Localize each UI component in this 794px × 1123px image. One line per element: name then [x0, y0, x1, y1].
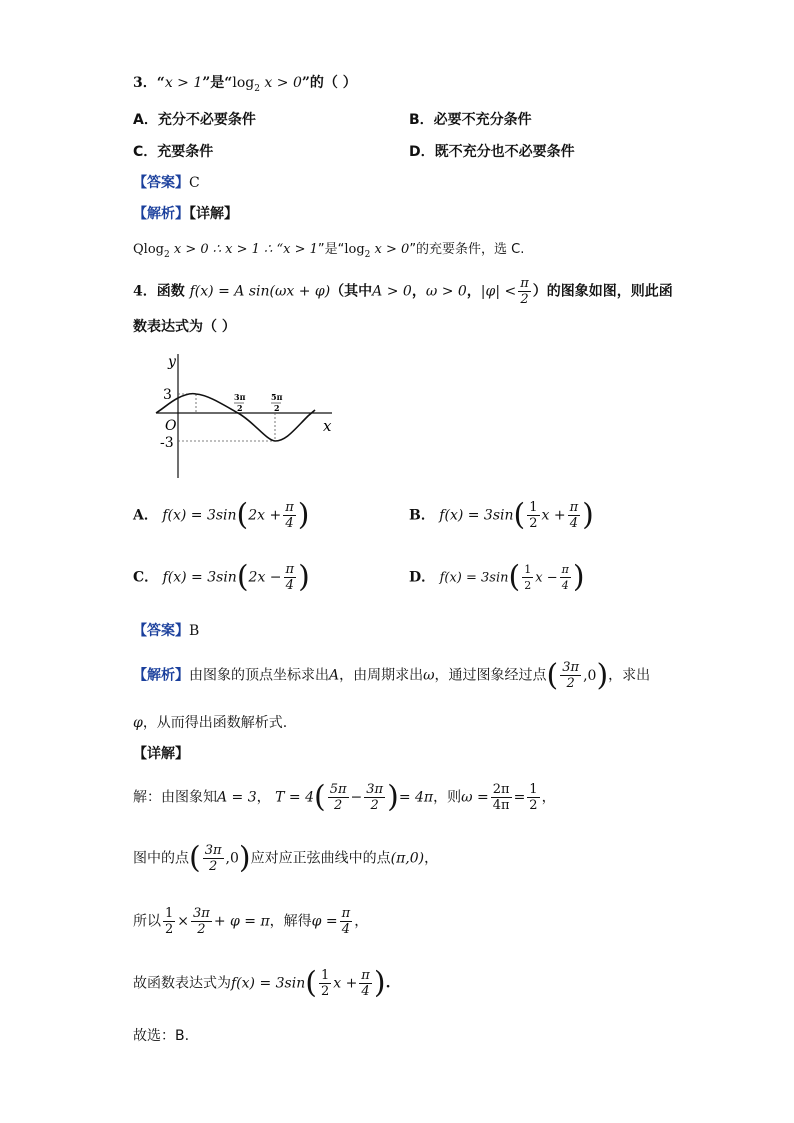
q4-option-c: C． f(x) = 3sin(2x − $\frac{\pi}{4}$ ) [133, 559, 310, 595]
q4-s4-f: f(x) = 3sin [231, 975, 306, 992]
q4-comma2: ， [466, 283, 481, 300]
q4-analysis-point [560, 660, 581, 691]
q4-d-fnum: 1 [524, 563, 532, 576]
q4-s1-pre: 解：由图象知 [133, 789, 217, 806]
graph-y-top-label: 3 [163, 387, 172, 403]
q4-s4-n2: π [361, 968, 370, 983]
q4-step4: 故函数表达式为f(x) = 3sin( $\frac{1}{2}$ x + $\frac{\pi}{4}$ ). [133, 965, 391, 1001]
q3-solution-base: 2 [163, 250, 170, 260]
q4-d-pre: f(x) = 3sin [439, 570, 509, 586]
q3-d-text: 既不充分也不必要条件 [434, 144, 575, 160]
q4-s2-end: ， [424, 850, 439, 867]
q3-solution-p2: x > 1 [283, 242, 318, 257]
q4-s1-then: ，则 [433, 789, 462, 806]
q4-a-num: π [285, 500, 294, 515]
q4-answer-tag: 【答案】 [133, 623, 189, 639]
q3-c-label: C． [133, 144, 158, 160]
q4-answer [133, 620, 199, 640]
q3-stem-mid: ”是“ [202, 75, 233, 91]
q4-a-in: 2x + [248, 507, 282, 524]
q3-stem-post: ”的（ ） [301, 75, 357, 91]
q4-d-coef [522, 562, 533, 593]
q4-a-den: 4 [285, 516, 294, 531]
q3-condition-2 [232, 75, 302, 94]
q4-s3-frac3 [340, 906, 353, 937]
q3-detail-tag: 【详解】 [189, 206, 238, 222]
q4-b-label: B． [409, 507, 435, 524]
q4-s3-phi: φ = [311, 913, 338, 930]
q4-s3-n3: π [341, 906, 351, 921]
q4-s2-zero: ,0 [225, 850, 239, 867]
q4-option-d: D． f(x) = 3sin( $\frac{1}{2}$ x − $\frac{\pi}{4}$ ) [409, 559, 585, 595]
q4-analysis-t2: ，由周期求出 [339, 667, 424, 684]
q4-s4-pre: 故函数表达式为 [133, 975, 231, 992]
q4-s3-frac1 [163, 906, 175, 937]
q4-c-pre: f(x) = 3sin [162, 569, 237, 586]
q4-stem-line2: 数表达式为（ ） [133, 319, 236, 335]
q4-s1-frac4 [527, 782, 539, 813]
q3-condition-1: x > 1 [164, 75, 203, 91]
q3-b-label: B． [409, 112, 434, 128]
q4-a-pre: f(x) = 3sin [162, 507, 237, 524]
q4-s1-n3: 2π [492, 782, 510, 797]
q4-a-label: A． [133, 507, 158, 524]
q4-analysis-line1: 【解析】由图象的顶点坐标求出A，由周期求出ω，通过图象经过点( $\frac{3\pi}{2}$ ,0)，求出 [133, 657, 651, 693]
q3-option-a [133, 109, 256, 129]
q3-analysis [133, 203, 238, 223]
graph-tick2-num: 5π [271, 392, 283, 402]
q4-option-a: A． f(x) = 3sin(2x + $\frac{\pi}{4}$ ) [133, 497, 310, 533]
q3-option-d [409, 141, 575, 161]
q4-b-fnum: 1 [529, 500, 538, 515]
q4-s3-end: ， [354, 913, 369, 930]
q4-c-num: π [285, 562, 295, 577]
q4-analysis-phi: φ [133, 715, 143, 731]
q4-step3 [133, 906, 368, 937]
q3-option-c [133, 141, 213, 161]
q3-option-b [409, 109, 532, 129]
q4-stem-line1 [133, 276, 673, 307]
q4-b-pre: f(x) = 3sin [439, 507, 514, 524]
graph-x-label: x [323, 417, 332, 435]
q4-s1-n4: 1 [529, 782, 538, 797]
q4-s2-den: 2 [208, 859, 218, 874]
q4-analysis-pt-num: 3π [562, 660, 580, 675]
q3-cond2-rest: x > 0 [264, 75, 302, 91]
q4-pi-over-2 [518, 276, 531, 307]
q4-detail-tag: 【详解】 [133, 746, 189, 762]
q4-step2: 图中的点( $\frac{3\pi}{2}$ ,0)应对应正弦曲线中的点(π,0)， [133, 840, 439, 876]
q4-analysis-line2-text: ，从而得出函数解析式. [142, 715, 288, 731]
q4-d-num: π [561, 563, 569, 576]
q4-d-den: 4 [561, 579, 569, 592]
q4-b-num: π [569, 500, 579, 515]
q4-c-in: 2x − [248, 569, 282, 586]
q3-log-base: 2 [254, 84, 260, 94]
q3-c-text: 充要条件 [157, 144, 214, 160]
q4-s1-minus: − [350, 789, 363, 806]
q4-s3-d2: 2 [197, 922, 206, 937]
q4-s1-t: T = 4 [275, 789, 314, 806]
q4-function: f(x) = A sin(ωx + φ) [189, 283, 331, 300]
q4-final: 故选：B. [133, 1028, 190, 1044]
q4-s4-d1: 2 [320, 984, 330, 999]
graph-y-label: y [168, 354, 176, 370]
q3-solution [133, 238, 524, 260]
q4-s1-n2: 3π [366, 782, 384, 797]
graph-origin-label: O [165, 418, 177, 434]
q4-s3-frac2 [191, 906, 212, 937]
q4-s1-eq: = 4π [398, 789, 434, 806]
q4-b-frac [568, 500, 581, 531]
q4-s4-frac1 [319, 968, 331, 999]
q3-solution-p3: ”是“ [317, 242, 345, 257]
q4-s3-n2: 3π [193, 906, 210, 921]
q4-graph [150, 350, 350, 482]
q4-s1-frac3 [491, 782, 512, 813]
q4-step1: 解：由图象知A = 3， T = 4( $\frac{5\pi}{2}$ − $\frac{3\pi}{2}$ )= 4π，则ω = $\frac{2\pi}{4\pi}$ = $\frac{1}{2}$ ， [133, 779, 556, 815]
q4-a-frac [283, 500, 296, 531]
q3-solution-p5: x > 0 [374, 242, 410, 257]
q4-s1-end: ， [541, 789, 556, 806]
q4-number: 4． [133, 283, 157, 300]
q4-s4-end: . [385, 975, 391, 992]
q4-analysis-a: A [329, 667, 340, 684]
q4-s1-n1: 5π [329, 782, 347, 797]
q3-d-label: D． [409, 144, 435, 160]
q4-analysis-t3: ，通过图象经过点 [434, 667, 547, 684]
q4-s3-d1: 2 [165, 922, 174, 937]
q4-s2-num: 3π [204, 843, 222, 858]
q3-stem [133, 72, 357, 94]
q3-solution-symbol: Q [133, 242, 144, 257]
q3-solution-p4-base: 2 [364, 250, 371, 260]
q4-b-coef [527, 500, 539, 531]
q3-analysis-tag: 【解析】 [133, 206, 189, 222]
q3-quote-open: “ [156, 75, 165, 91]
q4-pi: π [520, 276, 529, 291]
q4-s4-d2: 4 [361, 984, 370, 999]
q4-cond-a: A > 0 [372, 283, 412, 300]
q4-s1-d4: 2 [529, 798, 538, 813]
q4-analysis-w: ω [423, 667, 435, 684]
q4-stem-b: （其中 [330, 283, 373, 300]
q4-s4-x: x + [333, 975, 358, 992]
q4-s2-point: (π,0) [390, 850, 425, 867]
q4-s1-d2: 2 [370, 798, 379, 813]
q3-solution-p1: x > 0 ∴ x > 1 ∴ “ [173, 242, 284, 257]
q3-log: log [232, 75, 255, 91]
q4-s1-w: ω = [461, 789, 489, 806]
q4-s3-times: × [177, 913, 190, 930]
q4-analysis-line2 [133, 712, 287, 732]
q4-analysis-t4: ，求出 [608, 667, 651, 684]
q4-option-b: B． f(x) = 3sin( $\frac{1}{2}$ x + $\frac{\pi}{4}$ ) [409, 497, 594, 533]
q4-d-in: x − [535, 570, 558, 586]
q4-c-frac [284, 562, 297, 593]
q4-analysis-pt-den: 2 [566, 676, 575, 691]
q4-s3-d3: 4 [341, 922, 351, 937]
q4-two: 2 [520, 292, 529, 307]
q4-cond-phi: |φ| < [480, 283, 517, 300]
q4-c-label: C． [133, 569, 159, 586]
q4-s3-mid: ，解得 [269, 913, 312, 930]
q4-s4-n1: 1 [320, 968, 330, 983]
q4-s2-mid: 应对应正弦曲线中的点 [250, 850, 391, 867]
q4-s2-pre: 图中的点 [133, 850, 189, 867]
q4-cond-w: ω > 0 [425, 283, 467, 300]
q4-s1-eq2: = [513, 789, 526, 806]
q3-a-text: 充分不必要条件 [157, 112, 256, 128]
q3-b-text: 必要不充分条件 [433, 112, 532, 128]
graph-tick2-den: 2 [274, 403, 280, 413]
q4-comma1: ， [411, 283, 426, 300]
q4-d-label: D． [409, 569, 436, 586]
q4-analysis-tag: 【解析】 [133, 667, 189, 684]
q3-solution-log: log [143, 242, 164, 257]
q4-b-in: x + [541, 507, 566, 524]
q4-d-frac [560, 562, 571, 593]
q3-solution-p4: log [344, 242, 365, 257]
q4-c-den: 4 [285, 578, 294, 593]
q3-number: 3． [133, 75, 157, 91]
q3-answer-value: C [189, 175, 200, 191]
q3-solution-p6: ”的充要条件，选 C. [409, 242, 525, 257]
q4-b-fden: 2 [529, 516, 538, 531]
q4-b-den: 4 [569, 516, 578, 531]
q4-s1-d1: 2 [333, 798, 343, 813]
q4-s3-pre: 所以 [133, 913, 161, 930]
q4-d-fden: 2 [524, 579, 532, 592]
q4-s1-a: A = 3 [217, 789, 257, 806]
q4-analysis-pt-zero: ,0 [583, 667, 597, 684]
q4-s2-frac [203, 843, 224, 874]
q3-a-label: A． [133, 112, 158, 128]
q4-s1-comma: ， [256, 789, 271, 806]
q4-s1-d3: 4π [492, 798, 510, 813]
q4-s1-frac1 [328, 782, 349, 813]
graph-tick1-num: 3π [234, 392, 246, 402]
q4-s1-frac2 [364, 782, 385, 813]
q4-answer-value: B [189, 623, 200, 639]
q4-s3-n1: 1 [165, 906, 174, 921]
q4-analysis-t1: 由图象的顶点坐标求出 [189, 667, 329, 684]
graph-y-bottom-label: -3 [160, 435, 174, 451]
q4-s3-rest: + φ = π [213, 913, 270, 930]
q4-s4-frac2 [359, 968, 372, 999]
graph-tick1-den: 2 [237, 403, 243, 413]
q3-answer [133, 172, 200, 192]
q3-answer-tag: 【答案】 [133, 175, 189, 191]
q4-stem-c: ）的图象如图，则此函 [532, 283, 673, 300]
q4-stem-a: 函数 [156, 283, 185, 300]
